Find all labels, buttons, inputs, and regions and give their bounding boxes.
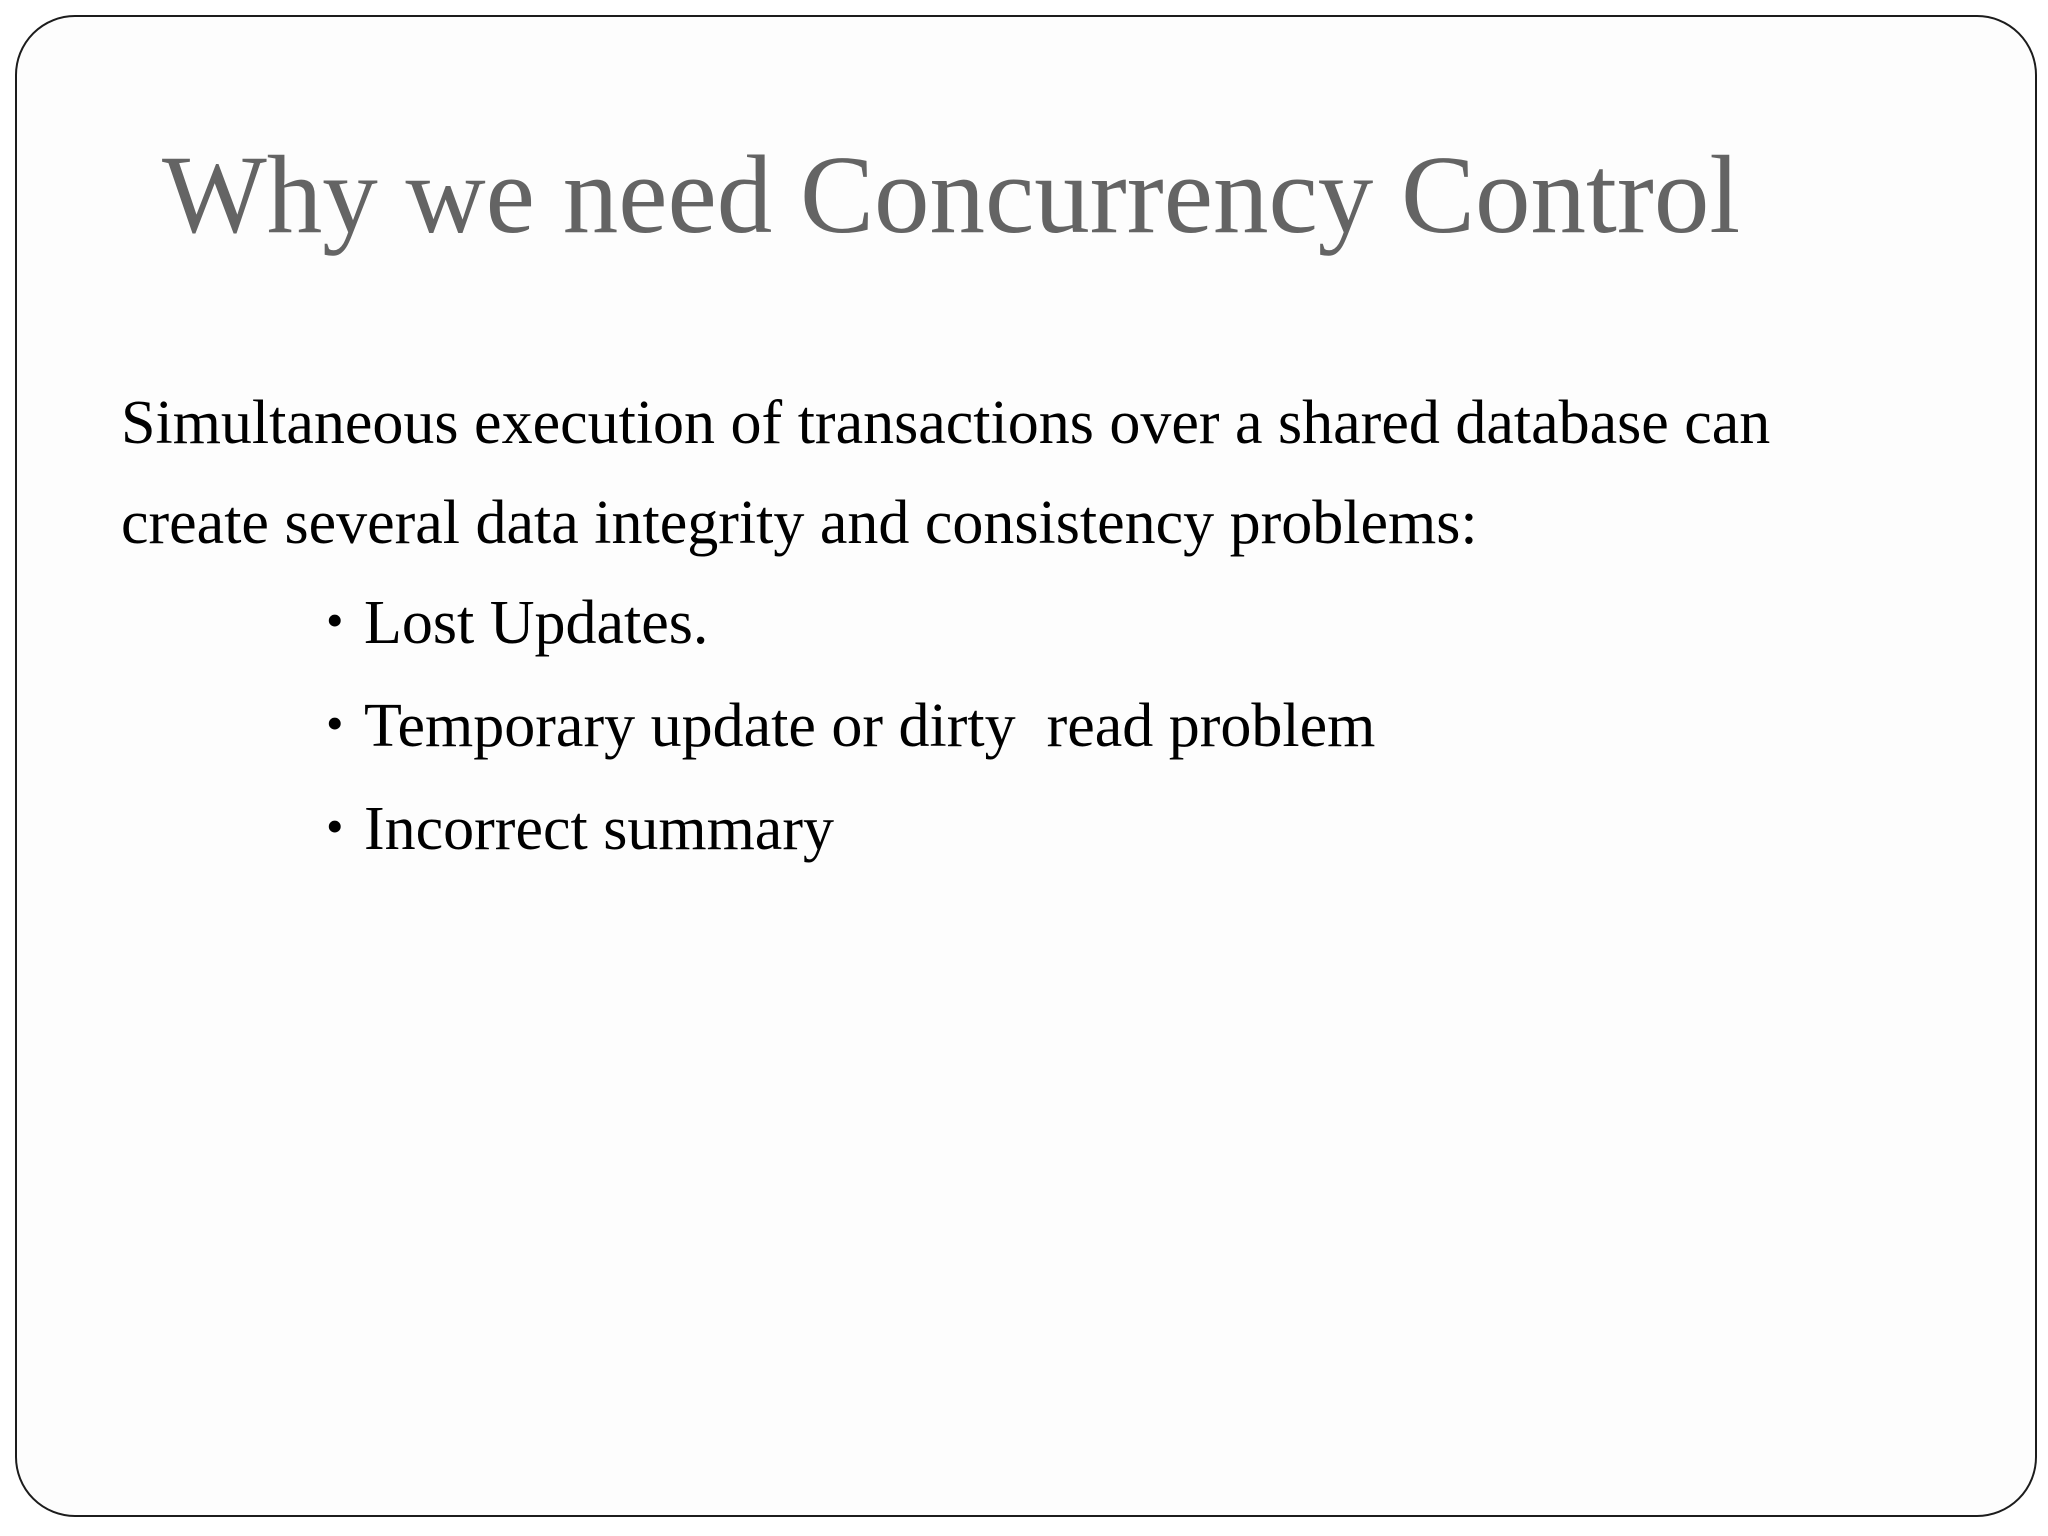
list-item: [326, 779, 2021, 882]
bullet-icon: •: [326, 798, 344, 854]
bullet-text: Incorrect summary: [364, 795, 834, 863]
problem-list: [121, 573, 2021, 882]
bullet-icon: •: [326, 592, 344, 648]
slide-title: Why we need Concurrency Control: [162, 134, 1741, 257]
bullet-text: Lost Updates.: [364, 589, 709, 657]
list-item: [326, 573, 2021, 676]
slide-body: [121, 373, 2021, 882]
bullet-icon: •: [326, 695, 344, 751]
slide-frame: [15, 15, 2037, 1517]
intro-paragraph: Simultaneous execution of transactions over a shared database can create several data integrity and consistency problems:: [121, 389, 1771, 557]
list-item: [326, 676, 2021, 779]
bullet-text: Temporary update or dirty read problem: [364, 692, 1376, 760]
